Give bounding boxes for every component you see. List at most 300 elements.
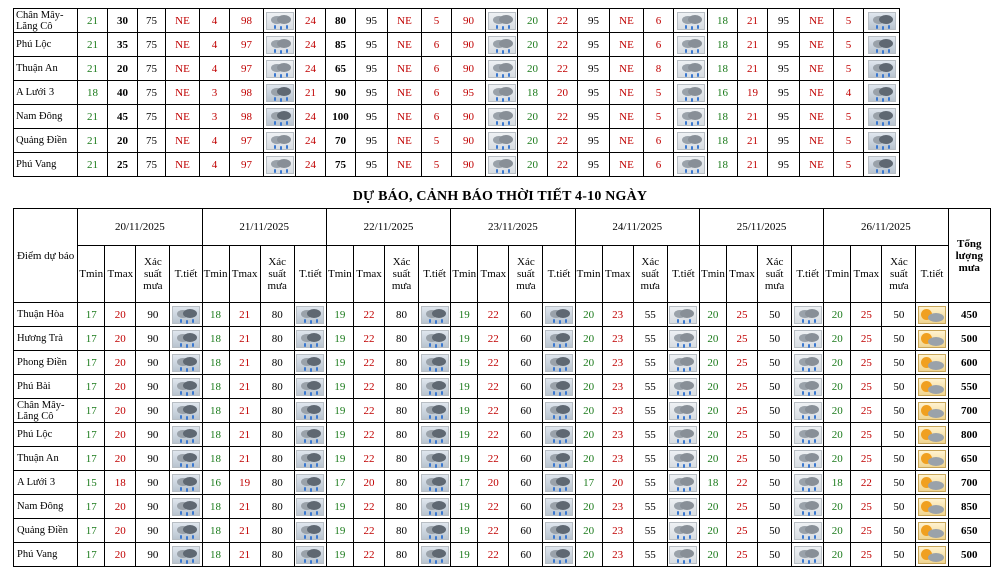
rain-cloud-icon xyxy=(266,36,294,54)
value-cell: 98 xyxy=(230,105,264,129)
value-cell: NE xyxy=(610,129,644,153)
rain-probability-cell: 50 xyxy=(758,543,792,567)
rain-probability-cell: 80 xyxy=(260,447,294,471)
tmin-cell: 19 xyxy=(326,375,353,399)
tmin-cell: 18 xyxy=(202,519,229,543)
value-cell: 5 xyxy=(834,153,864,177)
rain-probability-cell: 55 xyxy=(633,351,667,375)
table-row xyxy=(14,9,900,33)
value-cell: 20 xyxy=(108,129,138,153)
value-cell: 20 xyxy=(518,9,548,33)
weather-cell xyxy=(419,423,451,447)
value-cell: 95 xyxy=(768,57,800,81)
rain-cloud-icon xyxy=(669,378,697,396)
rain-probability-cell: 50 xyxy=(882,375,916,399)
value-cell: 95 xyxy=(578,153,610,177)
value-cell: NE xyxy=(388,57,422,81)
value-cell: 5 xyxy=(644,81,674,105)
weather-cell xyxy=(864,153,900,177)
weather-cell xyxy=(916,471,948,495)
sub-header: T.tiết xyxy=(419,246,451,303)
value-cell: 95 xyxy=(578,81,610,105)
forecast-title: DỰ BÁO, CẢNH BÁO THỜI TIẾT 4-10 NGÀY xyxy=(352,189,648,204)
table-row xyxy=(14,303,991,327)
rain-probability-cell: 55 xyxy=(633,495,667,519)
tmin-cell: 20 xyxy=(575,375,602,399)
value-cell: 16 xyxy=(708,81,738,105)
table-row xyxy=(14,423,991,447)
sub-header: Xác suất mưa xyxy=(633,246,667,303)
weather-cell xyxy=(294,399,326,423)
rain-probability-cell: 60 xyxy=(509,495,543,519)
rain-cloud-icon xyxy=(266,156,294,174)
rain-probability-cell: 90 xyxy=(136,447,170,471)
rain-probability-cell: 60 xyxy=(509,303,543,327)
tmin-cell: 19 xyxy=(326,351,353,375)
value-cell: 95 xyxy=(768,81,800,105)
rain-cloud-icon xyxy=(669,546,697,564)
value-cell: 35 xyxy=(108,33,138,57)
total-rain-cell: 700 xyxy=(948,471,990,495)
value-cell: 98 xyxy=(230,9,264,33)
rain-probability-cell: 90 xyxy=(136,519,170,543)
value-cell: NE xyxy=(610,105,644,129)
rain-probability-cell: 55 xyxy=(633,423,667,447)
rain-cloud-icon xyxy=(794,354,822,372)
tmin-cell: 19 xyxy=(326,423,353,447)
date-header: 21/11/2025 xyxy=(202,209,326,246)
heavy-rain-icon xyxy=(172,402,200,420)
table-row xyxy=(14,327,991,351)
heavy-rain-icon xyxy=(545,306,573,324)
station-name: Phú Bài xyxy=(14,375,78,399)
rain-cloud-icon xyxy=(488,108,516,126)
tmin-cell: 20 xyxy=(699,543,726,567)
table-row xyxy=(14,543,991,567)
value-cell: 18 xyxy=(78,81,108,105)
tmax-cell: 21 xyxy=(229,423,260,447)
rain-probability-cell: 50 xyxy=(758,351,792,375)
value-cell: 21 xyxy=(296,81,326,105)
heavy-rain-icon xyxy=(172,522,200,540)
weather-cell xyxy=(419,327,451,351)
tmax-cell: 21 xyxy=(229,303,260,327)
tmax-cell: 21 xyxy=(229,543,260,567)
value-cell: 30 xyxy=(108,9,138,33)
value-cell: 6 xyxy=(644,9,674,33)
tmin-cell: 20 xyxy=(699,327,726,351)
value-cell: 6 xyxy=(644,129,674,153)
tmin-cell: 20 xyxy=(824,327,851,351)
tmax-cell: 20 xyxy=(602,471,633,495)
value-cell: 4 xyxy=(200,153,230,177)
heavy-rain-icon xyxy=(172,426,200,444)
weather-cell xyxy=(170,543,202,567)
weather-cell xyxy=(667,399,699,423)
weather-cell xyxy=(916,495,948,519)
value-cell: 90 xyxy=(452,33,486,57)
value-cell: NE xyxy=(166,105,200,129)
weather-cell xyxy=(419,543,451,567)
tmin-cell: 20 xyxy=(824,423,851,447)
rain-cloud-icon xyxy=(669,450,697,468)
tmin-cell: 19 xyxy=(451,351,478,375)
weather-cell xyxy=(667,471,699,495)
date-header: 20/11/2025 xyxy=(78,209,202,246)
value-cell: 22 xyxy=(548,153,578,177)
value-cell: 90 xyxy=(452,105,486,129)
rain-probability-cell: 50 xyxy=(882,423,916,447)
rain-probability-cell: 80 xyxy=(260,543,294,567)
tmin-cell: 19 xyxy=(451,375,478,399)
tmax-cell: 23 xyxy=(602,423,633,447)
weather-cell xyxy=(294,495,326,519)
tmax-cell: 25 xyxy=(726,423,757,447)
date-header-row xyxy=(14,209,991,246)
weather-cell xyxy=(667,303,699,327)
tmin-cell: 20 xyxy=(824,399,851,423)
heavy-rain-icon xyxy=(296,330,324,348)
total-rain-cell: 500 xyxy=(948,327,990,351)
value-cell: 21 xyxy=(738,105,768,129)
tmin-cell: 18 xyxy=(202,399,229,423)
sub-header: Tmin xyxy=(202,246,229,303)
tmax-cell: 20 xyxy=(105,303,136,327)
sub-header: Tmax xyxy=(105,246,136,303)
tmax-cell: 22 xyxy=(353,495,384,519)
weather-cell xyxy=(792,447,824,471)
tmax-cell: 20 xyxy=(105,327,136,351)
sun-cloud-icon xyxy=(918,378,946,396)
tmin-cell: 19 xyxy=(451,447,478,471)
heavy-rain-icon xyxy=(296,450,324,468)
tmin-cell: 20 xyxy=(575,423,602,447)
tmax-cell: 20 xyxy=(105,351,136,375)
tmin-cell: 20 xyxy=(824,351,851,375)
station-name: Quảng Điền xyxy=(14,129,78,153)
value-cell: 95 xyxy=(356,153,388,177)
tmax-cell: 23 xyxy=(602,399,633,423)
tmin-cell: 20 xyxy=(575,327,602,351)
station-name: Nam Đông xyxy=(14,495,78,519)
tmax-cell: 19 xyxy=(229,471,260,495)
tmin-cell: 17 xyxy=(575,471,602,495)
heavy-rain-icon xyxy=(421,426,449,444)
value-cell: 21 xyxy=(738,9,768,33)
weather-cell xyxy=(419,519,451,543)
tmin-cell: 15 xyxy=(78,471,105,495)
weather-cell xyxy=(170,471,202,495)
rain-probability-cell: 50 xyxy=(758,375,792,399)
tmax-cell: 22 xyxy=(478,399,509,423)
tmax-cell: 20 xyxy=(105,519,136,543)
value-cell: 75 xyxy=(138,9,166,33)
value-cell: 22 xyxy=(548,57,578,81)
total-rain-cell: 800 xyxy=(948,423,990,447)
weather-cell xyxy=(543,327,575,351)
value-cell: 95 xyxy=(768,129,800,153)
tmin-cell: 18 xyxy=(202,543,229,567)
value-cell: 97 xyxy=(230,129,264,153)
rain-probability-cell: 80 xyxy=(385,327,419,351)
sun-cloud-icon xyxy=(918,474,946,492)
tmin-cell: 20 xyxy=(699,495,726,519)
tmax-cell: 22 xyxy=(478,495,509,519)
rain-probability-cell: 50 xyxy=(758,447,792,471)
tmax-cell: 20 xyxy=(105,447,136,471)
tmax-cell: 25 xyxy=(851,447,882,471)
heavy-rain-icon xyxy=(296,546,324,564)
sun-cloud-icon xyxy=(918,546,946,564)
short-range-forecast-table xyxy=(13,8,900,177)
rain-probability-cell: 55 xyxy=(633,543,667,567)
value-cell: 24 xyxy=(296,33,326,57)
tmin-cell: 17 xyxy=(78,495,105,519)
heavy-rain-icon xyxy=(296,306,324,324)
weather-cell xyxy=(674,9,708,33)
rain-cloud-icon xyxy=(677,12,705,30)
weather-cell xyxy=(264,129,296,153)
rain-probability-cell: 50 xyxy=(758,495,792,519)
value-cell: 95 xyxy=(578,57,610,81)
value-cell: 75 xyxy=(138,57,166,81)
weather-cell xyxy=(170,327,202,351)
weather-cell xyxy=(792,327,824,351)
value-cell: 5 xyxy=(422,153,452,177)
sub-header: Tmax xyxy=(851,246,882,303)
rain-probability-cell: 80 xyxy=(260,351,294,375)
rain-cloud-icon xyxy=(794,330,822,348)
weather-cell xyxy=(170,351,202,375)
sub-header: Xác suất mưa xyxy=(509,246,543,303)
weather-cell xyxy=(916,447,948,471)
value-cell: 95 xyxy=(768,153,800,177)
value-cell: 45 xyxy=(108,105,138,129)
table-row xyxy=(14,495,991,519)
rain-probability-cell: 80 xyxy=(260,471,294,495)
tmin-cell: 17 xyxy=(78,447,105,471)
sun-cloud-icon xyxy=(918,522,946,540)
value-cell: 97 xyxy=(230,33,264,57)
value-cell: 6 xyxy=(644,33,674,57)
value-cell: NE xyxy=(800,81,834,105)
table-row xyxy=(14,399,991,423)
value-cell: 22 xyxy=(548,129,578,153)
station-name: Chân Mây-Lăng Cô xyxy=(14,9,78,33)
sub-header: T.tiết xyxy=(916,246,948,303)
value-cell: NE xyxy=(388,9,422,33)
value-cell: 3 xyxy=(200,105,230,129)
value-cell: NE xyxy=(388,33,422,57)
heavy-rain-icon xyxy=(296,426,324,444)
weather-cell xyxy=(792,543,824,567)
table-row xyxy=(14,33,900,57)
value-cell: 18 xyxy=(708,57,738,81)
rain-probability-cell: 90 xyxy=(136,543,170,567)
value-cell: 5 xyxy=(422,9,452,33)
tmax-cell: 25 xyxy=(726,303,757,327)
weather-cell xyxy=(170,519,202,543)
rain-cloud-icon xyxy=(266,12,294,30)
weather-cell xyxy=(294,447,326,471)
rain-probability-cell: 80 xyxy=(385,399,419,423)
rain-probability-cell: 90 xyxy=(136,495,170,519)
sub-header: Tmin xyxy=(575,246,602,303)
value-cell: 75 xyxy=(138,33,166,57)
tmax-cell: 22 xyxy=(478,375,509,399)
rain-probability-cell: 80 xyxy=(385,351,419,375)
weather-cell xyxy=(294,423,326,447)
sun-cloud-icon xyxy=(918,426,946,444)
value-cell: 18 xyxy=(708,153,738,177)
tmax-cell: 25 xyxy=(851,423,882,447)
rain-probability-cell: 60 xyxy=(509,375,543,399)
tmax-cell: 22 xyxy=(353,519,384,543)
value-cell: 21 xyxy=(738,153,768,177)
rain-probability-cell: 80 xyxy=(260,375,294,399)
value-cell: NE xyxy=(800,105,834,129)
rain-cloud-icon xyxy=(677,36,705,54)
weather-cell xyxy=(264,153,296,177)
tmax-cell: 25 xyxy=(726,447,757,471)
value-cell: NE xyxy=(166,81,200,105)
weather-cell xyxy=(864,57,900,81)
value-cell: 22 xyxy=(548,105,578,129)
rain-probability-cell: 80 xyxy=(385,303,419,327)
rain-cloud-icon xyxy=(669,474,697,492)
value-cell: 95 xyxy=(356,9,388,33)
rain-probability-cell: 50 xyxy=(882,303,916,327)
rain-cloud-icon xyxy=(794,450,822,468)
value-cell: NE xyxy=(166,153,200,177)
rain-probability-cell: 50 xyxy=(758,519,792,543)
sun-cloud-icon xyxy=(918,330,946,348)
tmax-cell: 23 xyxy=(602,351,633,375)
heavy-rain-icon xyxy=(868,12,896,30)
tmax-cell: 22 xyxy=(851,471,882,495)
heavy-rain-icon xyxy=(545,330,573,348)
weather-cell xyxy=(792,519,824,543)
rain-cloud-icon xyxy=(488,156,516,174)
tmin-cell: 20 xyxy=(699,303,726,327)
rain-probability-cell: 50 xyxy=(758,471,792,495)
rain-cloud-icon xyxy=(488,84,516,102)
rain-probability-cell: 60 xyxy=(509,351,543,375)
heavy-rain-icon xyxy=(172,306,200,324)
value-cell: 97 xyxy=(230,57,264,81)
tmin-cell: 19 xyxy=(451,495,478,519)
table-row xyxy=(14,351,991,375)
rain-probability-cell: 90 xyxy=(136,423,170,447)
rain-probability-cell: 50 xyxy=(882,543,916,567)
tmin-cell: 18 xyxy=(202,495,229,519)
value-cell: 90 xyxy=(452,9,486,33)
value-cell: 95 xyxy=(578,9,610,33)
tmax-cell: 21 xyxy=(229,351,260,375)
value-cell: 24 xyxy=(296,57,326,81)
weather-cell xyxy=(543,495,575,519)
sub-header: Tmin xyxy=(78,246,105,303)
tmax-cell: 22 xyxy=(353,303,384,327)
rain-cloud-icon xyxy=(677,156,705,174)
value-cell: 18 xyxy=(708,33,738,57)
total-rain-cell: 500 xyxy=(948,543,990,567)
table-row xyxy=(14,81,900,105)
table-row xyxy=(14,57,900,81)
weather-cell xyxy=(543,375,575,399)
tmax-cell: 20 xyxy=(105,375,136,399)
tmax-cell: 20 xyxy=(478,471,509,495)
weather-cell xyxy=(864,129,900,153)
heavy-rain-icon xyxy=(172,354,200,372)
weather-cell xyxy=(486,105,518,129)
value-cell: 20 xyxy=(518,105,548,129)
rain-probability-cell: 80 xyxy=(385,447,419,471)
tmin-cell: 20 xyxy=(824,447,851,471)
rain-probability-cell: 80 xyxy=(385,471,419,495)
tmin-cell: 20 xyxy=(699,447,726,471)
rain-probability-cell: 55 xyxy=(633,519,667,543)
tmin-cell: 17 xyxy=(451,471,478,495)
value-cell: 75 xyxy=(326,153,356,177)
weather-cell xyxy=(667,375,699,399)
weather-cell xyxy=(674,57,708,81)
sub-header: Tmin xyxy=(326,246,353,303)
weather-cell xyxy=(294,543,326,567)
value-cell: 80 xyxy=(326,9,356,33)
heavy-rain-icon xyxy=(421,402,449,420)
tmax-cell: 25 xyxy=(726,519,757,543)
total-rain-cell: 450 xyxy=(948,303,990,327)
value-cell: 95 xyxy=(578,129,610,153)
rain-probability-cell: 50 xyxy=(882,327,916,351)
weather-cell xyxy=(792,399,824,423)
weather-cell xyxy=(170,375,202,399)
rain-cloud-icon xyxy=(669,498,697,516)
rain-cloud-icon xyxy=(794,306,822,324)
sub-header: Tmax xyxy=(602,246,633,303)
tmin-cell: 19 xyxy=(451,399,478,423)
tmax-cell: 25 xyxy=(851,351,882,375)
rain-probability-cell: 60 xyxy=(509,471,543,495)
sub-header: Tmax xyxy=(478,246,509,303)
date-header: 24/11/2025 xyxy=(575,209,699,246)
rain-cloud-icon xyxy=(488,12,516,30)
table-row xyxy=(14,471,991,495)
tmin-cell: 17 xyxy=(78,327,105,351)
value-cell: 85 xyxy=(326,33,356,57)
heavy-rain-icon xyxy=(296,402,324,420)
tmin-cell: 20 xyxy=(699,351,726,375)
tmax-cell: 22 xyxy=(478,543,509,567)
rain-cloud-icon xyxy=(266,132,294,150)
heavy-rain-icon xyxy=(545,378,573,396)
rain-cloud-icon xyxy=(669,354,697,372)
tmin-cell: 20 xyxy=(575,543,602,567)
value-cell: 3 xyxy=(200,81,230,105)
rain-probability-cell: 90 xyxy=(136,303,170,327)
tmin-cell: 19 xyxy=(326,543,353,567)
tmin-cell: 19 xyxy=(326,327,353,351)
weather-cell xyxy=(294,471,326,495)
heavy-rain-icon xyxy=(545,522,573,540)
tmax-cell: 25 xyxy=(851,327,882,351)
tmin-cell: 20 xyxy=(575,495,602,519)
value-cell: NE xyxy=(800,9,834,33)
value-cell: NE xyxy=(166,129,200,153)
value-cell: 95 xyxy=(768,33,800,57)
tmin-cell: 18 xyxy=(202,303,229,327)
